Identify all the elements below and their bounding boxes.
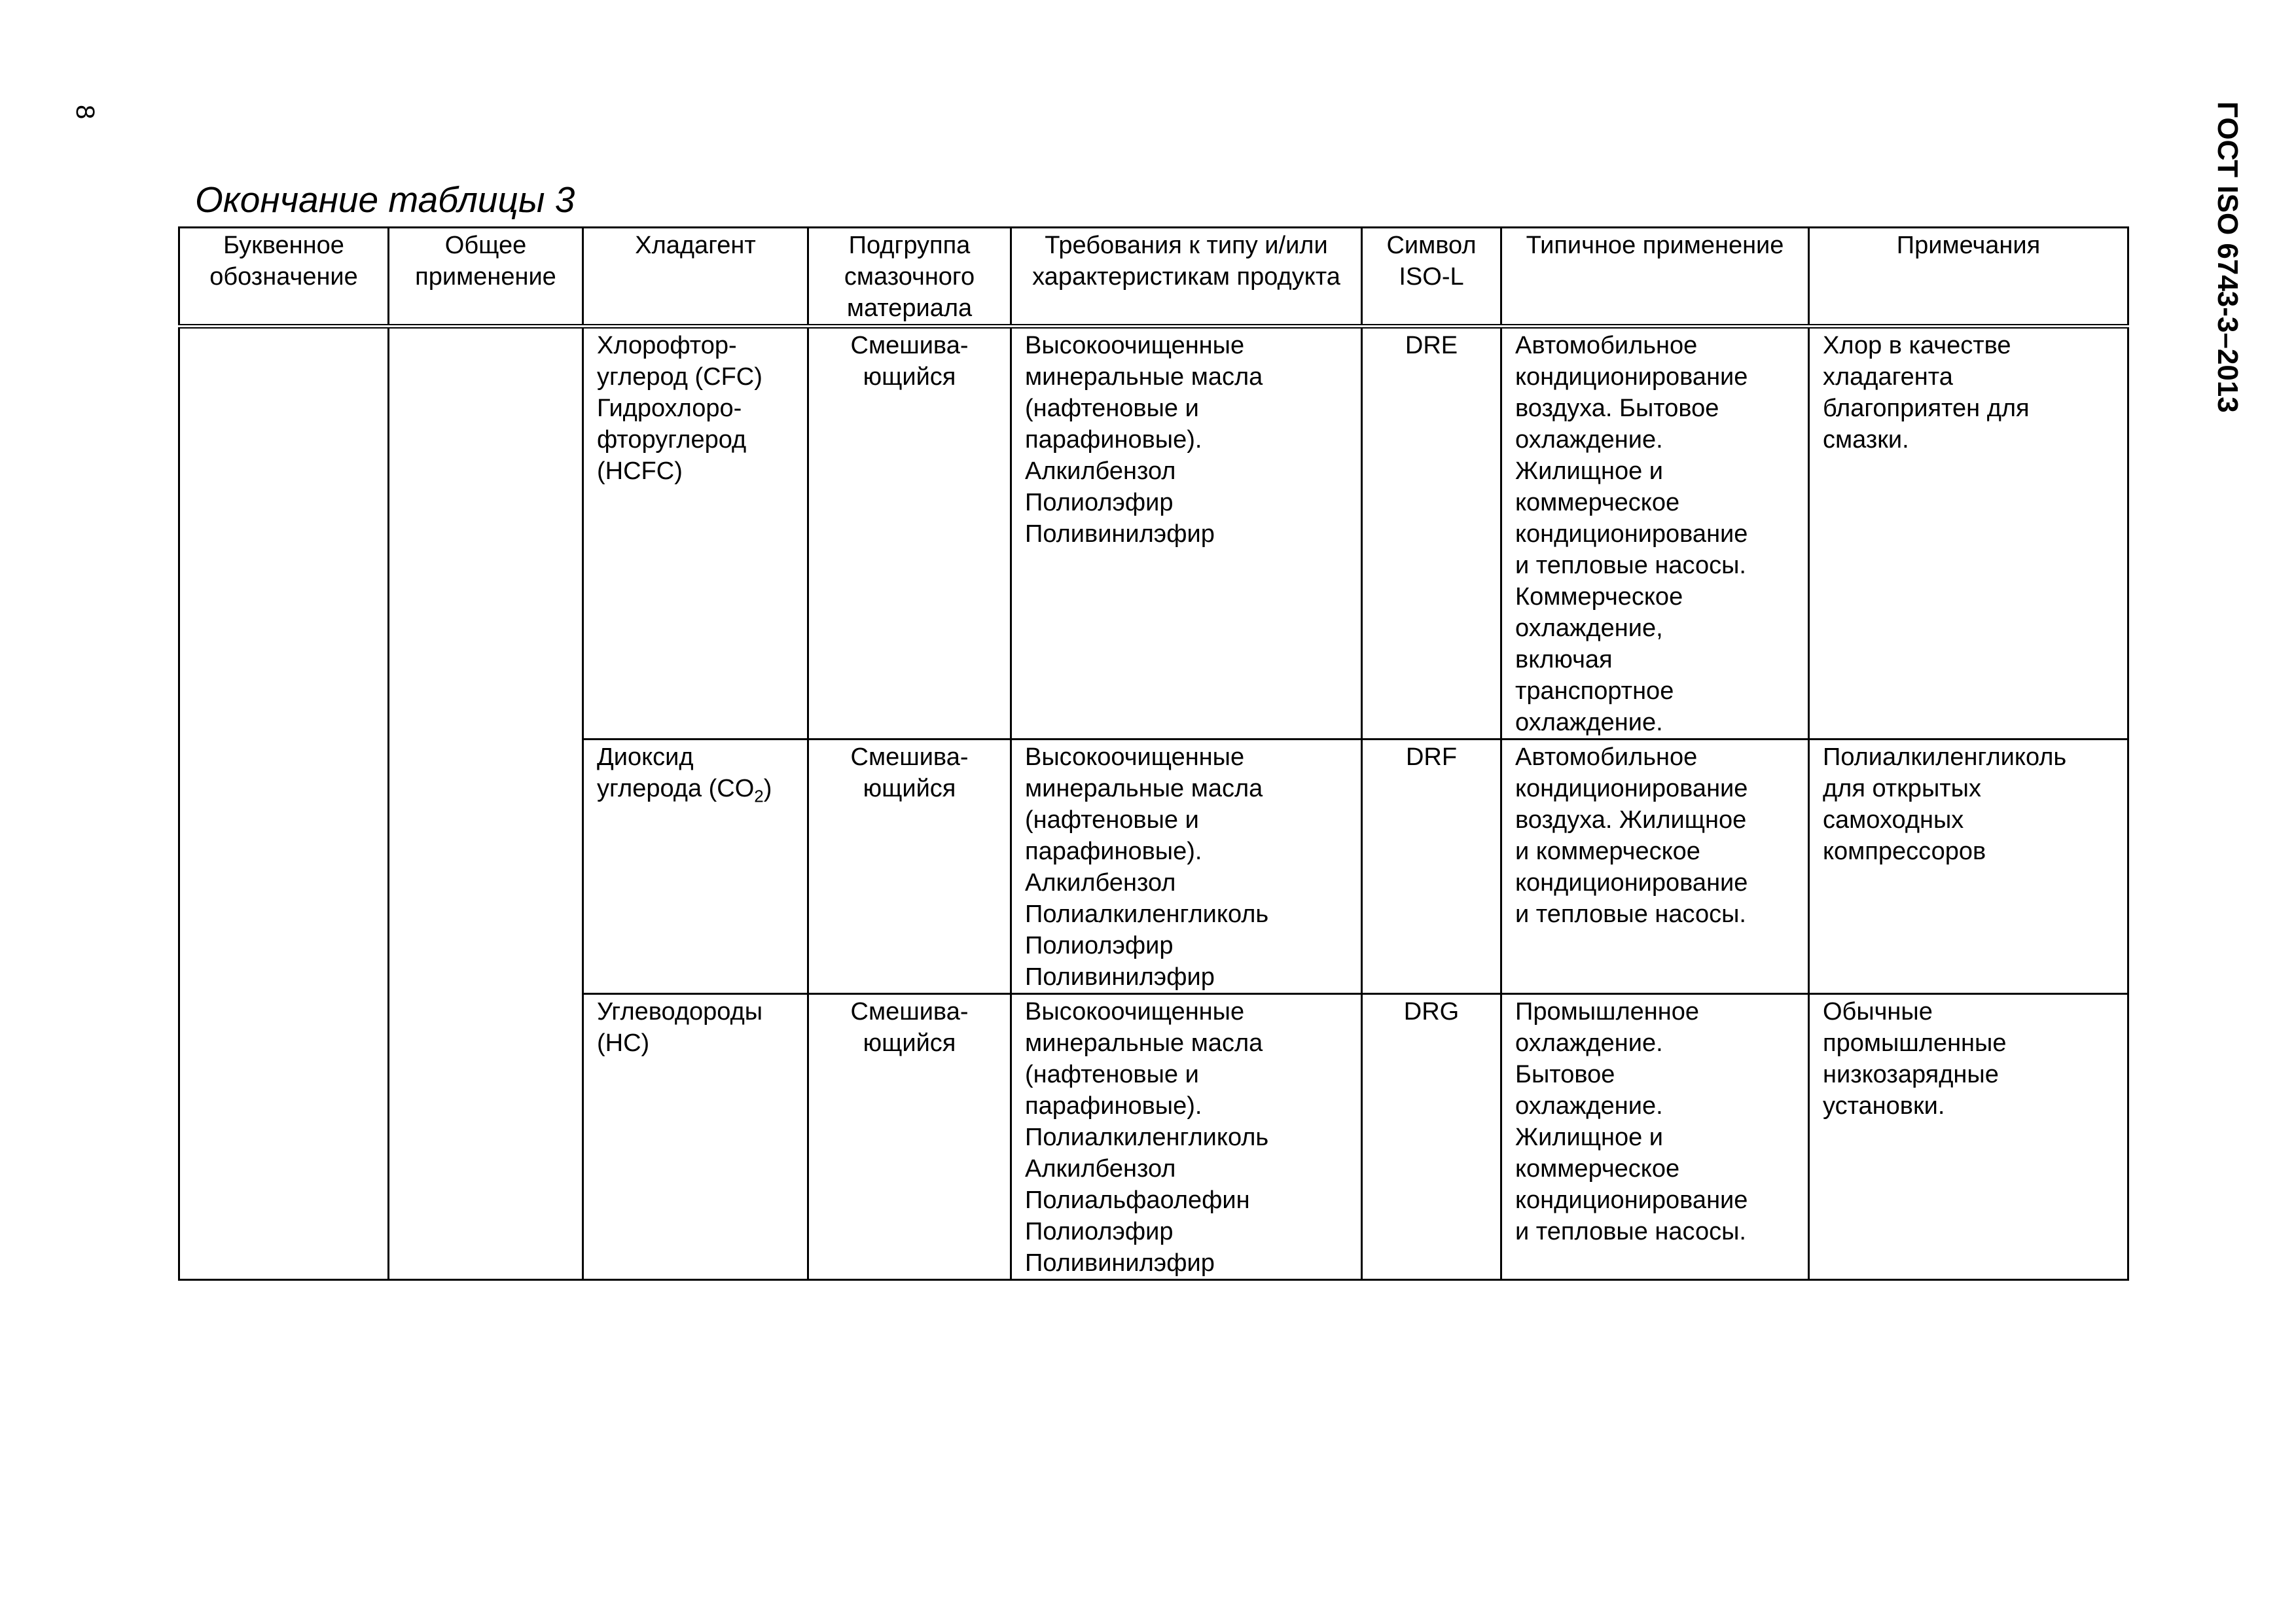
cell-refrigerant: Углеводороды (HC) <box>583 994 808 1280</box>
cell-iso-symbol: DRG <box>1362 994 1501 1280</box>
cell-requirements: Высокоочищенные минеральные масла (нафтеновые и парафиновые). Полиалкиленгликоль Алкилбензол Полиальфаолефин Полиолэфир Поливинилэфир <box>1011 994 1362 1280</box>
cell-subgroup: Смешива- ющийся <box>808 327 1011 740</box>
header-refrigerant: Хладагент <box>583 228 808 327</box>
cell-notes: Полиалкиленгликоль для открытых самоходных компрессоров <box>1809 740 2128 994</box>
table-header-row <box>179 228 2128 327</box>
cell-typical-application: Автомобильное кондиционирование воздуха. Бытовое охлаждение. Жилищное и коммерческое кондиционирование и тепловые насосы. Коммерческое охлаждение, включая транспортное охлаждение. <box>1501 327 1809 740</box>
cell-typical-application: Автомобильное кондиционирование воздуха. Жилищное и коммерческое кондиционирование и тепловые насосы. <box>1501 740 1809 994</box>
header-typical-application: Типичное применение <box>1501 228 1809 327</box>
header-iso-symbol: Символ ISO-L <box>1362 228 1501 327</box>
page-number: 8 <box>71 105 99 120</box>
cell-iso-symbol: DRF <box>1362 740 1501 994</box>
refrigerant-formula-subscript: 2 <box>754 786 764 806</box>
refrigerant-formula-suffix: ) <box>763 775 772 802</box>
refrigerant-formula-prefix: углерода (CO <box>597 775 755 802</box>
cell-subgroup: Смешива- ющийся <box>808 740 1011 994</box>
standard-designation: ГОСТ ISO 6743-3–2013 <box>2212 101 2244 413</box>
header-general-application: Общее применение <box>389 228 583 327</box>
cell-typical-application: Промышленное охлаждение. Бытовое охлаждение. Жилищное и коммерческое кондиционирование и тепловые насосы. <box>1501 994 1809 1280</box>
table-caption: Окончание таблицы 3 <box>195 179 575 220</box>
cell-requirements: Высокоочищенные минеральные масла (нафтеновые и парафиновые). Алкилбензол Полиолэфир Поливинилэфир <box>1011 327 1362 740</box>
refrigerant-line-2 <box>597 775 772 806</box>
header-notes: Примечания <box>1809 228 2128 327</box>
header-lubricant-subgroup: Подгруппа смазочного материала <box>808 228 1011 327</box>
cell-refrigerant: Хлорофтор- углерод (CFC) Гидрохлоро- фторуглерод (HCFC) <box>583 327 808 740</box>
header-requirements: Требования к типу и/или характеристикам продукта <box>1011 228 1362 327</box>
table-row <box>179 327 2128 740</box>
lubricant-table <box>178 226 2129 1281</box>
cell-notes: Хлор в качестве хладагента благоприятен для смазки. <box>1809 327 2128 740</box>
refrigerant-line-1: Диоксид <box>597 743 694 771</box>
cell-requirements: Высокоочищенные минеральные масла (нафтеновые и парафиновые). Алкилбензол Полиалкиленгликоль Полиолэфир Поливинилэфир <box>1011 740 1362 994</box>
cell-notes: Обычные промышленные низкозарядные установки. <box>1809 994 2128 1280</box>
cell-general-application <box>389 327 583 1280</box>
cell-letter-designation <box>179 327 389 1280</box>
header-letter-designation: Буквенное обозначение <box>179 228 389 327</box>
cell-refrigerant <box>583 740 808 994</box>
cell-subgroup: Смешива- ющийся <box>808 994 1011 1280</box>
cell-iso-symbol: DRE <box>1362 327 1501 740</box>
